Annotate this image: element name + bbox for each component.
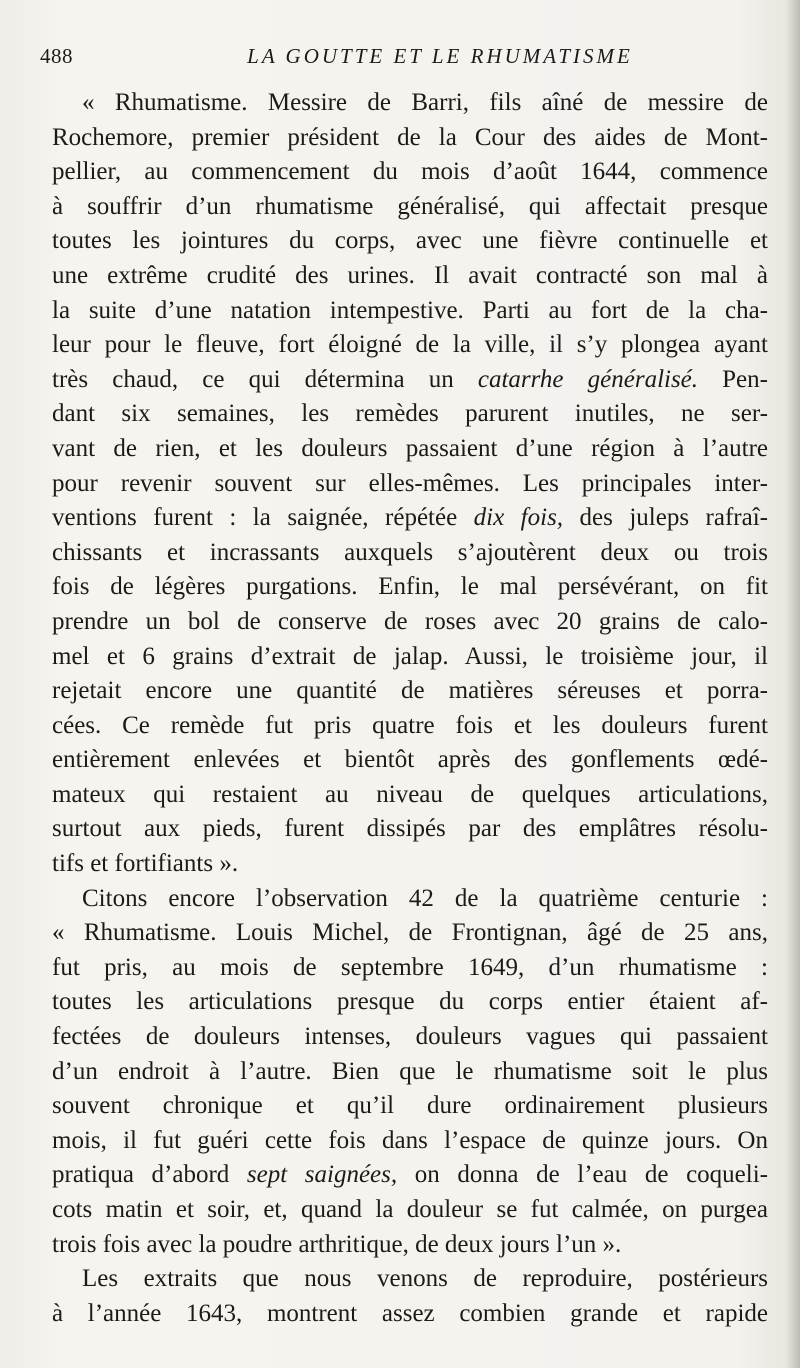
- text-line: cots matin et soir, et, quand la douleur se fut calmée, on purgea: [52, 1196, 768, 1223]
- text-line: « Rhumatisme. Louis Michel, de Frontignan, âgé de 25 ans,: [52, 919, 768, 947]
- text-segment: des juleps rafraî-: [563, 504, 768, 532]
- text-line: entièrement enlevées et bientôt après des gonflements œdé-: [52, 746, 768, 774]
- text-line: une extrême crudité des urines. Il avait contracté son mal à: [52, 261, 768, 289]
- text-line: fois de légères purgations. Enfin, le mal persévérant, on fit: [52, 573, 768, 601]
- text-line: toutes les articulations presque du corps entier étaient af-: [52, 988, 768, 1016]
- italic-segment: dix fois,: [473, 504, 564, 532]
- text-line: rejetait encore une quantité de matières séreuses et porra-: [52, 677, 768, 705]
- text-line: Rochemore, premier président de la Cour des aides de Mont-: [52, 123, 768, 151]
- page-number: 488: [40, 44, 73, 68]
- text-segment: très chaud, ce qui détermina un: [52, 365, 478, 393]
- text-line: leur pour le fleuve, fort éloigné de la ville, il s’y plongea ayant: [52, 331, 768, 359]
- text-line: dant six semaines, les remèdes parurent inutiles, ne ser-: [52, 400, 768, 428]
- text-line: pellier, au commencement du mois d’août 1644, commence: [52, 158, 768, 186]
- text-line: fut pris, au mois de septembre 1649, d’un rhumatisme :: [52, 953, 768, 981]
- text-line: à l’année 1643, montrent assez combien grande et rapide: [52, 1299, 768, 1327]
- text-line: souvent chronique et qu’il dure ordinairement plusieurs: [52, 1092, 768, 1120]
- body-text: [52, 86, 768, 1331]
- text-line: tifs et fortifiants ».: [52, 850, 239, 878]
- text-line: trois fois avec la poudre arthritique, de deux jours l’un ».: [52, 1230, 622, 1258]
- italic-segment: catarrhe généralisé.: [477, 365, 699, 393]
- text-line: [52, 363, 768, 398]
- text-line: à souffrir d’un rhumatisme généralisé, qui affectait presque: [52, 192, 768, 220]
- text-line: d’un endroit à l’autre. Bien que le rhumatisme soit le plus: [52, 1057, 768, 1085]
- text-line: mel et 6 grains d’extrait de jalap. Aussi, le troisième jour, il: [52, 642, 768, 670]
- running-header: [40, 44, 760, 74]
- text-segment: on donna de l’eau de coqueli-: [397, 1161, 768, 1189]
- running-title: LA GOUTTE ET LE RHUMATISME: [247, 44, 633, 68]
- text-line: vant de rien, et les douleurs passaient d’une région à l’autre: [52, 434, 768, 462]
- text-line: mateux qui restaient au niveau de quelques articulations,: [52, 780, 768, 808]
- text-line: surtout aux pieds, furent dissipés par des emplâtres résolu-: [52, 815, 768, 843]
- text-segment: ventions furent : la saignée, répétée: [52, 504, 474, 532]
- text-line: [52, 1158, 768, 1193]
- text-segment: pratiqua d’abord: [52, 1161, 247, 1189]
- text-line: fectées de douleurs intenses, douleurs vagues qui passaient: [52, 1023, 768, 1051]
- text-segment: Pen-: [698, 365, 768, 393]
- text-line: toutes les jointures du corps, avec une fièvre continuelle et: [52, 227, 768, 255]
- page-gutter-shadow: [786, 0, 800, 1368]
- text-line: Citons encore l’observation 42 de la quatrième centurie :: [82, 884, 768, 912]
- text-line: « Rhumatisme. Messire de Barri, fils aîné de messire de: [82, 89, 768, 116]
- text-line: chissants et incrassants auxquels s’ajoutèrent deux ou trois: [52, 538, 768, 566]
- text-line: la suite d’une natation intempestive. Parti au fort de la cha-: [52, 296, 768, 324]
- text-line: [52, 501, 768, 536]
- text-line: prendre un bol de conserve de roses avec 20 grains de calo-: [52, 607, 768, 635]
- text-line: mois, il fut guéri cette fois dans l’espace de quinze jours. On: [52, 1126, 768, 1154]
- italic-segment: sept saignées,: [246, 1161, 398, 1189]
- text-line: Les extraits que nous venons de reproduire, postérieurs: [82, 1265, 768, 1293]
- text-line: pour revenir souvent sur elles-mêmes. Les principales inter-: [52, 469, 768, 497]
- text-line: cées. Ce remède fut pris quatre fois et les douleurs furent: [52, 711, 768, 739]
